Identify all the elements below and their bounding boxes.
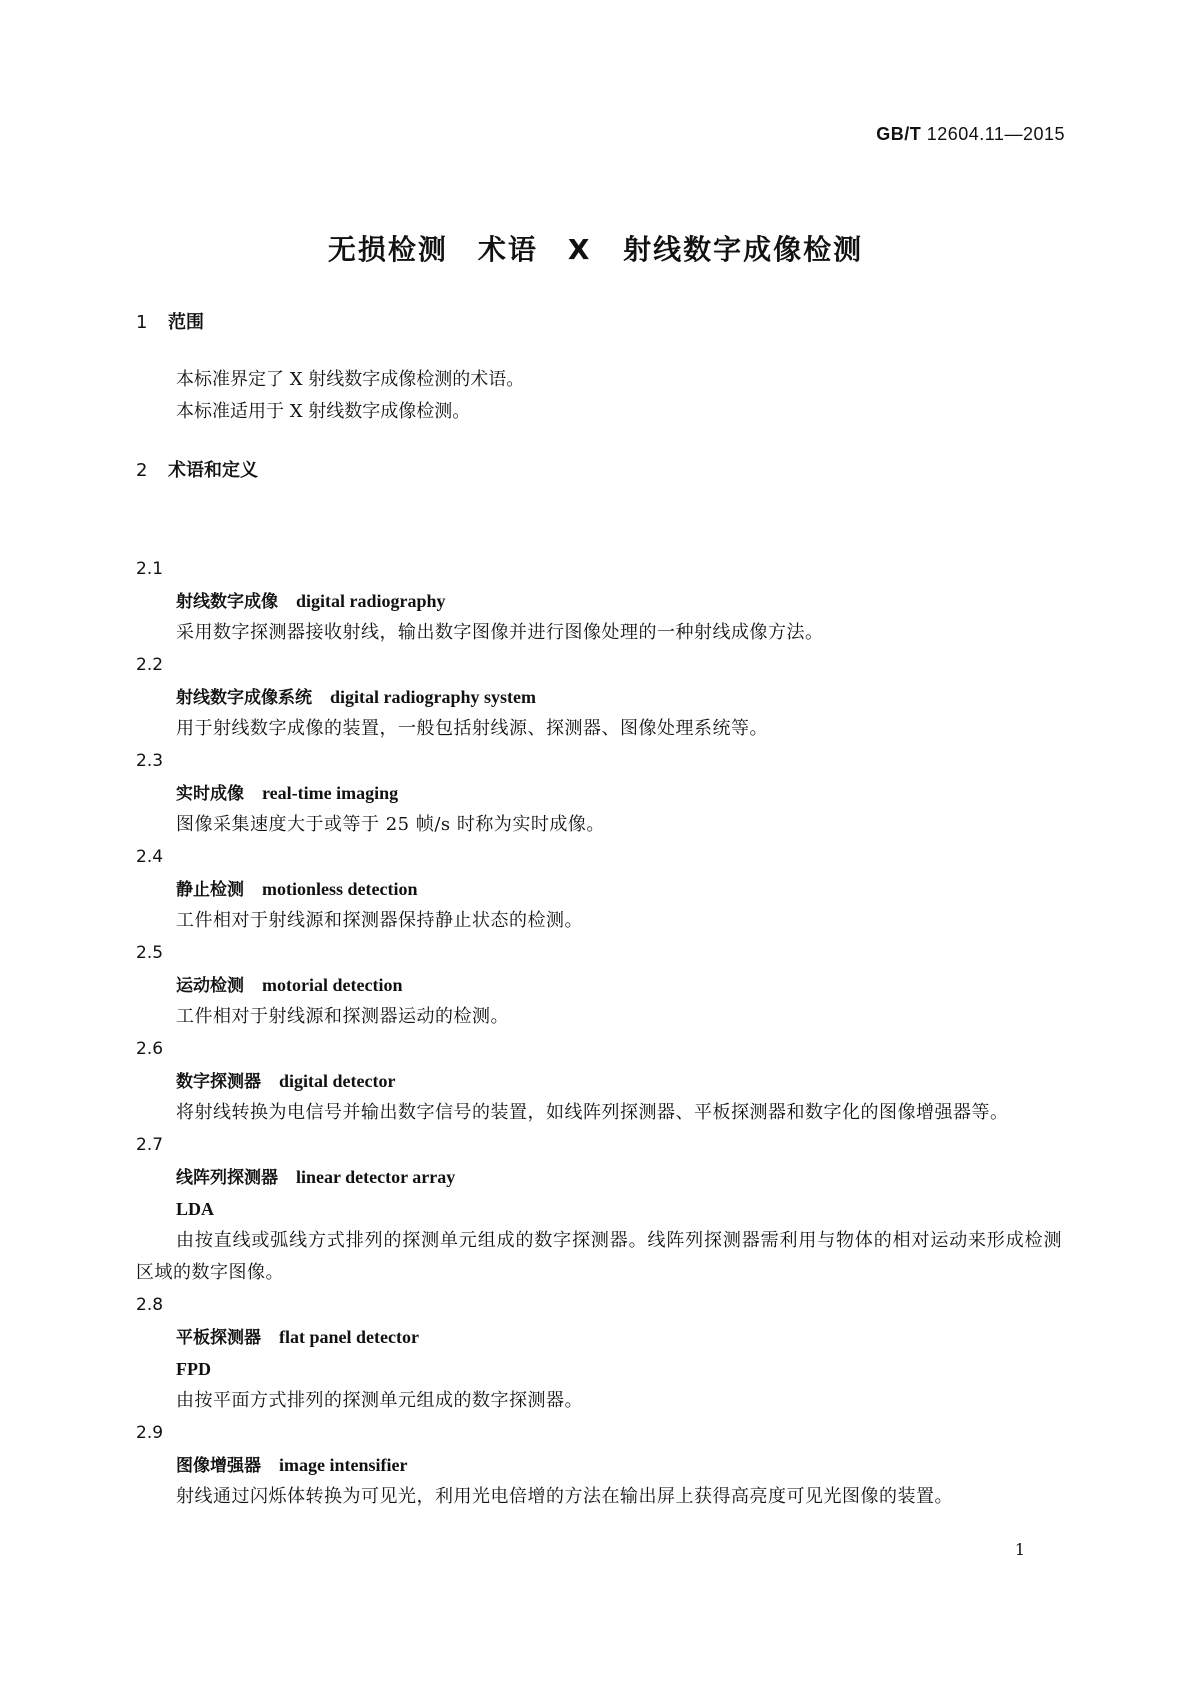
- term-definition: 工件相对于射线源和探测器保持静止状态的检测。: [176, 910, 583, 931]
- term-number: 2.8: [136, 1295, 164, 1315]
- term-entry: [136, 841, 1062, 937]
- term-zh: 数字探测器: [176, 1072, 261, 1092]
- term-en: image intensifier: [279, 1455, 408, 1475]
- section-heading-terms: [136, 456, 258, 482]
- term-zh: 射线数字成像: [176, 592, 278, 612]
- term-definition: 用于射线数字成像的装置，一般包括射线源、探测器、图像处理系统等。: [176, 718, 768, 739]
- term-heading: [136, 873, 1062, 905]
- section-number: 1: [136, 312, 148, 333]
- section-title: 术语和定义: [168, 460, 258, 481]
- term-abbreviation: FPD: [176, 1359, 211, 1379]
- term-en: motionless detection: [262, 879, 418, 899]
- term-number: 2.5: [136, 943, 164, 963]
- term-en: linear detector array: [296, 1167, 456, 1187]
- term-zh: 静止检测: [176, 880, 244, 900]
- term-number: 2.2: [136, 655, 164, 675]
- term-heading: [136, 1161, 1062, 1193]
- section-number: 2: [136, 460, 148, 481]
- term-entry: [136, 553, 1062, 649]
- term-entries: [136, 553, 1062, 1513]
- term-en: flat panel detector: [279, 1327, 419, 1347]
- term-en: motorial detection: [262, 975, 403, 995]
- term-definition: 将射线转换为电信号并输出数字信号的装置，如线阵列探测器、平板探测器和数字化的图像增强器等。: [176, 1102, 1009, 1123]
- document-title: 无损检测 术语 X 射线数字成像检测: [327, 233, 864, 266]
- term-zh: 线阵列探测器: [176, 1168, 278, 1188]
- term-zh: 平板探测器: [176, 1328, 261, 1348]
- term-abbreviation: LDA: [176, 1199, 215, 1219]
- term-definition: 工件相对于射线源和探测器运动的检测。: [176, 1006, 509, 1027]
- term-zh: 图像增强器: [176, 1456, 261, 1476]
- term-entry: [136, 649, 1062, 745]
- term-number: 2.1: [136, 559, 164, 579]
- term-definition: 射线通过闪烁体转换为可见光，利用光电倍增的方法在输出屏上获得高亮度可见光图像的装置。: [176, 1486, 953, 1507]
- term-en: digital radiography: [296, 591, 446, 611]
- term-number: 2.9: [136, 1423, 164, 1443]
- term-heading: [136, 1321, 1062, 1353]
- term-definition: 由按平面方式排列的探测单元组成的数字探测器。: [176, 1390, 583, 1411]
- term-number: 2.7: [136, 1135, 164, 1155]
- term-heading: [136, 777, 1062, 809]
- term-heading: [136, 1449, 1062, 1481]
- term-heading: [136, 681, 1062, 713]
- term-entry: [136, 1033, 1062, 1129]
- term-entry: [136, 937, 1062, 1033]
- term-zh: 运动检测: [176, 976, 244, 996]
- term-number: 2.3: [136, 751, 164, 771]
- term-en: digital radiography system: [330, 687, 537, 707]
- term-heading: [136, 1065, 1062, 1097]
- term-zh: 实时成像: [176, 784, 244, 804]
- scope-paragraph-2: 本标准适用于 X 射线数字成像检测。: [176, 401, 471, 422]
- scope-paragraph-1: 本标准界定了 X 射线数字成像检测的术语。: [176, 369, 525, 390]
- page-number: 1: [1014, 1540, 1025, 1559]
- section-title: 范围: [168, 312, 204, 333]
- term-entry: [136, 1129, 1062, 1289]
- term-definition: 由按直线或弧线方式排列的探测单元组成的数字探测器。线阵列探测器需利用与物体的相对运动来形成检测区域的数字图像。: [136, 1230, 1062, 1283]
- standard-prefix: GB/T: [876, 124, 922, 144]
- term-en: digital detector: [279, 1071, 396, 1091]
- term-entry: [136, 1417, 1062, 1513]
- term-heading: [136, 585, 1062, 617]
- standard-code: [876, 124, 1065, 145]
- term-zh: 射线数字成像系统: [176, 688, 312, 708]
- section-heading-scope: [136, 308, 204, 334]
- term-definition: 采用数字探测器接收射线，输出数字图像并进行图像处理的一种射线成像方法。: [176, 622, 824, 643]
- term-en: real-time imaging: [262, 783, 399, 803]
- term-number: 2.4: [136, 847, 164, 867]
- term-heading: [136, 969, 1062, 1001]
- term-definition: 图像采集速度大于或等于 25 帧/s 时称为实时成像。: [176, 814, 605, 835]
- term-entry: [136, 745, 1062, 841]
- term-entry: [136, 1289, 1062, 1417]
- standard-number: 12604.11—2015: [926, 124, 1065, 144]
- term-number: 2.6: [136, 1039, 164, 1059]
